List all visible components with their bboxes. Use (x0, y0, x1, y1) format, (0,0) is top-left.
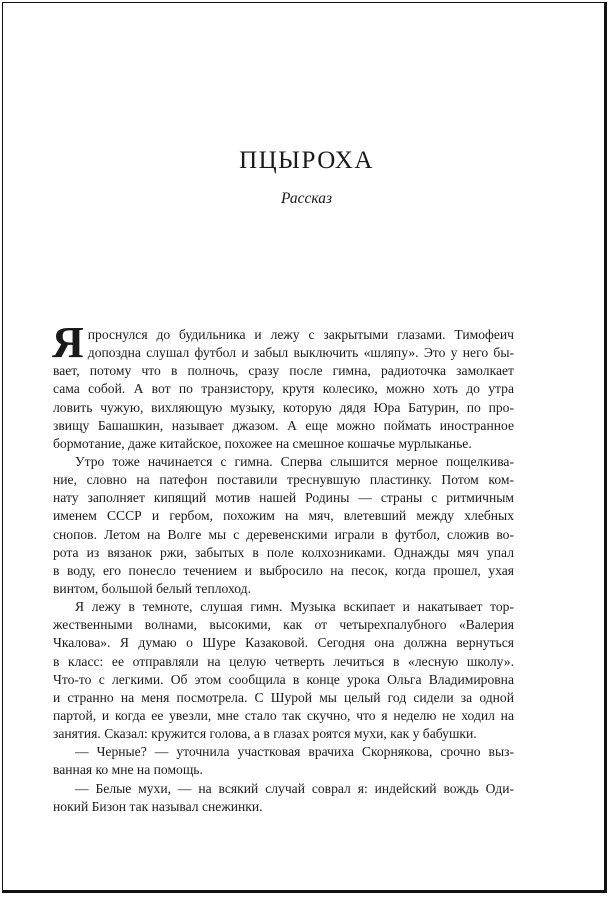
text-line: жественными волнами, высокими, как от четырехпалубного «Валерия (53, 617, 514, 633)
drop-cap: Я (52, 318, 84, 367)
text-line: Я лежу в темноте, слушая гимн. Музыка вскипает и накатывает тор- (75, 599, 514, 615)
story-title: ПЦЫРОХА (239, 147, 374, 174)
text-line: — Белые мухи, — на всякий случай соврал я: индейский вождь Оди- (75, 780, 514, 796)
story-subtitle: Рассказ (280, 190, 333, 207)
text-line: сама собой. А вот по транзистору, крутя колесико, можно хоть до утра (53, 381, 514, 397)
text-line: Утро тоже начинается с гимна. Сперва слышится мерное пощелкива- (75, 453, 514, 469)
text-line: рота из вязанок ржи, забытых в поле колхозниками. Однажды мяч упал (53, 544, 514, 560)
text-line: звищу Башашкин, называет джазом. А еще можно поймать иностранное (53, 417, 514, 433)
text-line: вает, потому что в полночь, сразу после гимна, радиоточка замолкает (53, 363, 514, 379)
text-line: нокий Бизон так называл снежинки. (53, 798, 263, 814)
text-line: проснулся до будильника и лежу с закрытыми глазами. Тимофеич (87, 327, 514, 342)
text-line: ловить чужую, вихляющую музыку, которую дядя Юра Батурин, по про- (53, 399, 514, 415)
text-line: именем СССР и гербом, похожим на мяч, влетевший между хлебных (53, 508, 514, 524)
paragraph-3 (53, 598, 514, 743)
text-line: допоздна слушал футбол и забыл выключить «шляпу». Это у него бы- (87, 345, 514, 361)
text-line: Чкалова». Я думаю о Шуре Казаковой. Сегодня она должна вернуться (53, 635, 514, 651)
text-line: занятия. Сказал: кружится голова, а в глазах роятся мухи, как у бабушки. (53, 726, 477, 742)
text-line: в класс: ее отправляли на целую четверть лечиться в «лесную школу». (53, 653, 514, 669)
text-line: и странно на меня посмотрела. С Шурой мы целый год сидели за одной (53, 689, 514, 705)
text-line: ванная ко мне на помощь. (53, 762, 203, 778)
text-line: нату заполняет кипящий мотив нашей Родины — страны с ритмичным (53, 490, 514, 506)
paragraph-1 (52, 318, 514, 453)
text-line: снопов. Летом на Волге мы с деревенскими играли в футбол, сложив во- (53, 526, 514, 542)
text-line: в воду, его понесло течением и выбросило на песок, когда прошел, ухая (53, 562, 514, 578)
text-line: бормотание, даже китайское, похожее на смешное кошачье мурлыканье. (53, 435, 472, 451)
text-line: Что-то с легкими. Об этом сообщила в конце урока Ольга Владимировна (53, 671, 514, 687)
paragraph-5 (53, 780, 514, 816)
text-line: ние, словно на патефон поставили треснувшую пластинку. Потом ком- (53, 472, 514, 488)
paragraph-2 (53, 453, 514, 598)
text-line: — Черные? — уточнила участковая врачиха Скорнякова, срочно выз- (75, 744, 514, 760)
paragraph-4 (53, 743, 514, 779)
text-line: партой, и когда ее увезли, мне стало так скучно, что я неделю не ходил на (53, 707, 514, 723)
story-body (52, 318, 514, 816)
text-line: винтом, большой белый теплоход. (53, 580, 251, 596)
